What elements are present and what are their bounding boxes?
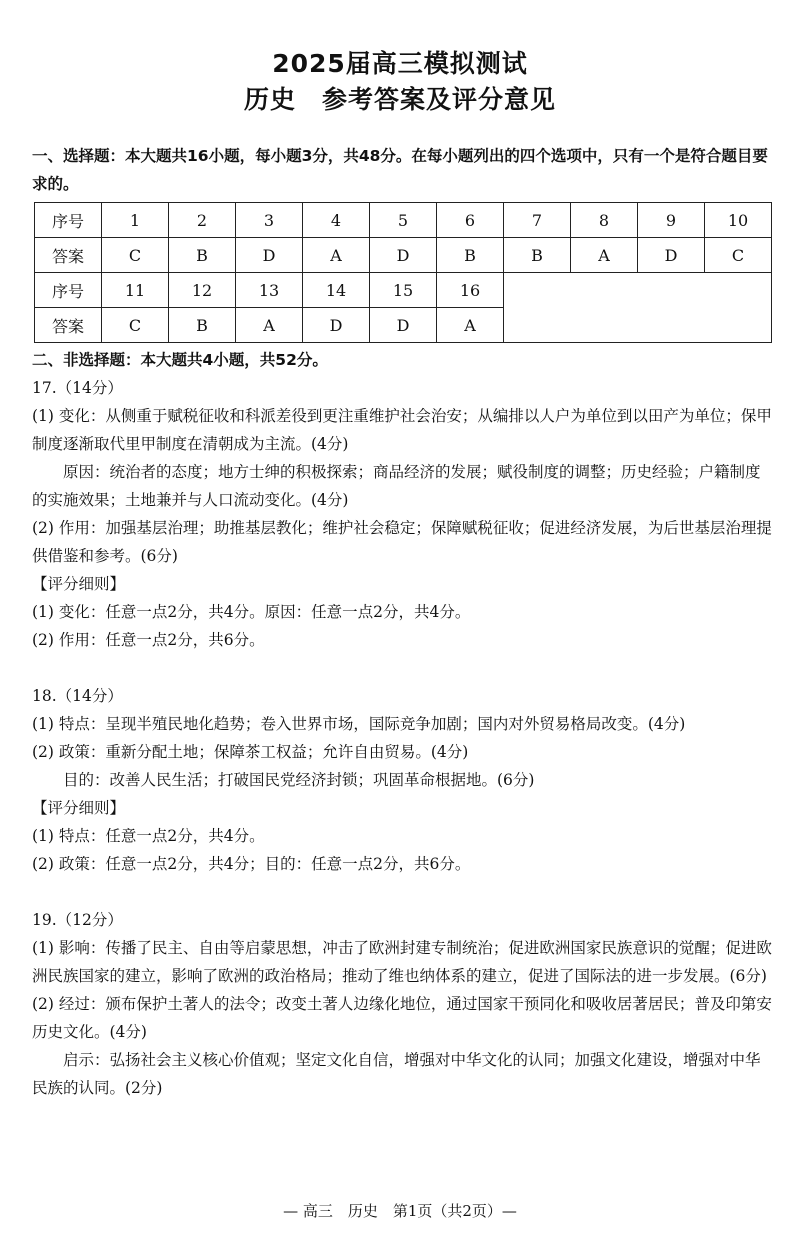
question-number: 16 [437, 273, 504, 308]
answer-cell: D [370, 238, 437, 273]
question-number: 8 [571, 203, 638, 238]
q19-part1: (1) 影响：传播了民主、自由等启蒙思想，冲击了欧洲封建专制统治；促进欧洲国家民族意识的觉醒；促进欧洲民族国家的建立，影响了欧洲的政治格局；推动了维也纳体系的建立，促进了国际法的进一步发展。(6分) [32, 939, 772, 985]
q17-part1: (1) 变化：从侧重于赋税征收和科派差役到更注重维护社会治安；从编排以人户为单位到以田产为单位；保甲制度逐渐取代里甲制度在清朝成为主流。(4分) [32, 407, 772, 453]
row-label: 答案 [35, 308, 102, 343]
question-number: 9 [638, 203, 705, 238]
question-number: 13 [236, 273, 303, 308]
q17-title: 17.（14分） [32, 379, 123, 397]
section2 [32, 346, 772, 1102]
q17-rubric-2: (2) 作用：任意一点2分，共6分。 [32, 631, 265, 649]
question-number: 1 [102, 203, 169, 238]
question-number: 5 [370, 203, 437, 238]
question-number: 14 [303, 273, 370, 308]
answer-cell: B [504, 238, 571, 273]
question-number: 4 [303, 203, 370, 238]
q19-title: 19.（12分） [32, 911, 123, 929]
q17-part2: (2) 作用：加强基层治理；助推基层教化；维护社会稳定；保障赋税征收；促进经济发展，为后世基层治理提供借鉴和参考。(6分) [32, 519, 772, 565]
question-number: 2 [169, 203, 236, 238]
page-footer: — 高三 历史 第1页（共2页）— [283, 1202, 517, 1220]
answer-cell: D [370, 308, 437, 343]
answer-cell: A [571, 238, 638, 273]
question-number: 12 [169, 273, 236, 308]
section1-heading: 一、选择题：本大题共16小题，每小题3分，共48分。在每小题列出的四个选项中，只有一个是符合题目要求的。 [32, 147, 768, 193]
question-number: 11 [102, 273, 169, 308]
table-row [35, 273, 772, 308]
answer-cell: C [102, 238, 169, 273]
answer-table [34, 202, 772, 343]
q18-rubric-1: (1) 特点：任意一点2分，共4分。 [32, 827, 265, 845]
q18-part1: (1) 特点：呈现半殖民地化趋势；卷入世界市场，国际竞争加剧；国内对外贸易格局改变。(4分) [32, 715, 686, 733]
answer-cell: D [303, 308, 370, 343]
answer-cell: D [236, 238, 303, 273]
q17-rubric-1: (1) 变化：任意一点2分，共4分。原因：任意一点2分，共4分。 [32, 603, 471, 621]
table-row [35, 238, 772, 273]
row-label: 答案 [35, 238, 102, 273]
table-row [35, 203, 772, 238]
q19-part2: (2) 经过：颁布保护土著人的法令；改变土著人边缘化地位，通过国家干预同化和吸收居著居民；普及印第安历史文化。(4分) [32, 995, 772, 1041]
answer-cell: A [437, 308, 504, 343]
question-number: 15 [370, 273, 437, 308]
exam-subtitle: 历史 参考答案及评分意见 [243, 85, 556, 114]
q17-reason: 原因：统治者的态度；地方士绅的积极探索；商品经济的发展；赋役制度的调整；历史经验；户籍制度的实施效果；土地兼并与人口流动变化。(4分) [32, 463, 761, 509]
empty-area [504, 273, 772, 343]
answer-cell: B [169, 238, 236, 273]
question-number: 6 [437, 203, 504, 238]
row-label: 序号 [35, 203, 102, 238]
question-number: 7 [504, 203, 571, 238]
answer-cell: B [437, 238, 504, 273]
q18-rubric-title: 【评分细则】 [32, 799, 126, 817]
answer-cell: C [705, 238, 772, 273]
q18-part2: (2) 政策：重新分配土地；保障茶工权益；允许自由贸易。(4分) [32, 743, 469, 761]
section2-heading: 二、非选择题：本大题共4小题，共52分。 [32, 351, 328, 369]
answer-cell: A [303, 238, 370, 273]
q17-rubric-title: 【评分细则】 [32, 575, 126, 593]
answer-cell: A [236, 308, 303, 343]
q19-lesson: 启示：弘扬社会主义核心价值观；坚定文化自信，增强对中华文化的认同；加强文化建设，增强对中华民族的认同。(2分) [32, 1051, 761, 1097]
row-label: 序号 [35, 273, 102, 308]
q18-rubric-2: (2) 政策：任意一点2分，共4分；目的：任意一点2分，共6分。 [32, 855, 471, 873]
question-number: 10 [705, 203, 772, 238]
answer-cell: B [169, 308, 236, 343]
exam-title: 2025届高三模拟测试 [272, 49, 528, 78]
q18-title: 18.（14分） [32, 687, 123, 705]
q18-purpose: 目的：改善人民生活；打破国民党经济封锁；巩固革命根据地。(6分) [63, 771, 535, 789]
answer-cell: C [102, 308, 169, 343]
question-number: 3 [236, 203, 303, 238]
answer-cell: D [638, 238, 705, 273]
